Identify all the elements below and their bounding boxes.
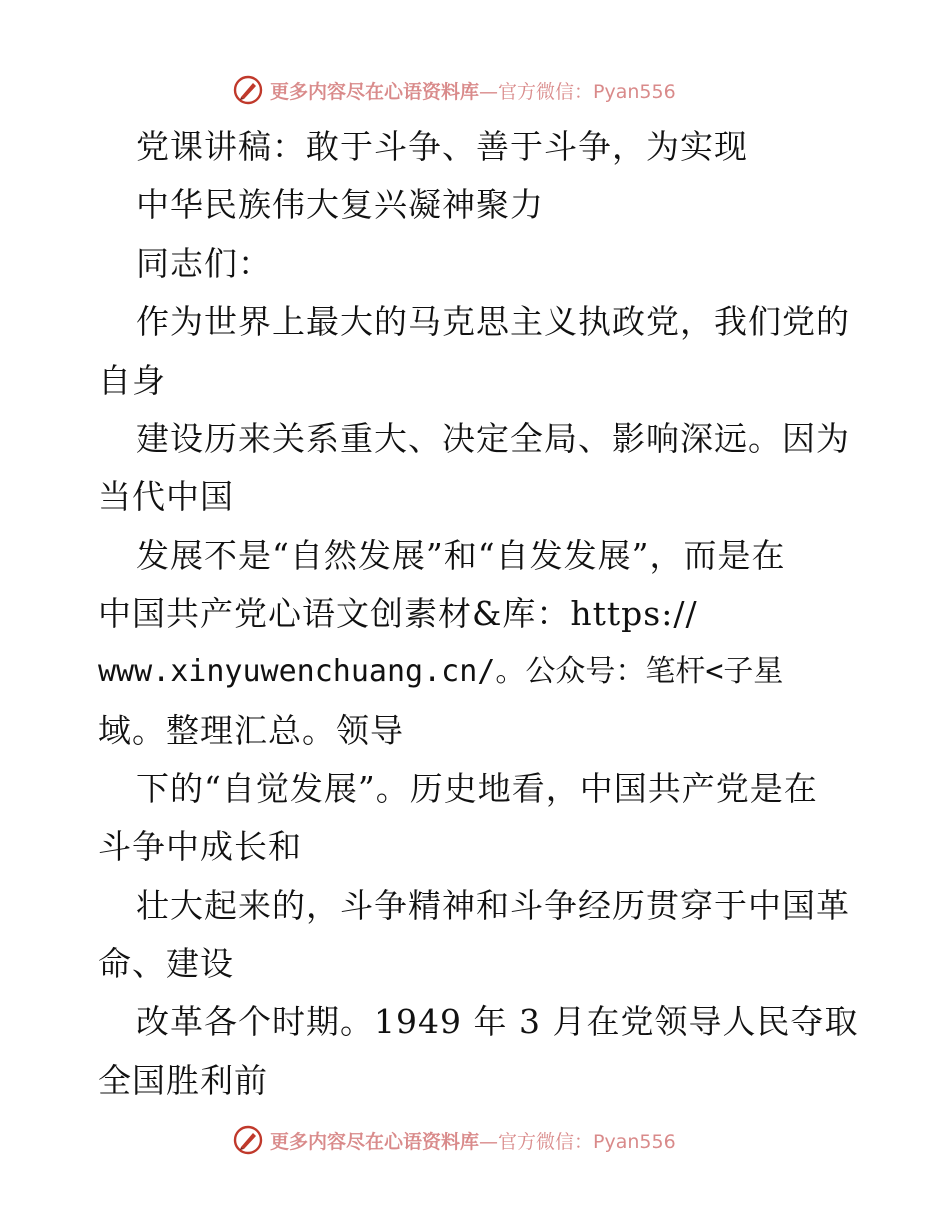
text-line: 下的“自觉发展”。历史地看，中国共产党是在 [136,769,818,808]
text-line: 改革各个时期。1949 年 3 月在党领导人民夺取 [136,1002,859,1041]
watermark-contact: —官方微信：Pyan556 [479,80,676,103]
text-line: 自身 [98,361,166,400]
text-line: 壮大起来的，斗争精神和斗争经历贯穿于中国革 [136,886,850,925]
title-line-1: 党课讲稿：敢于斗争、善于斗争，为实现 [136,127,748,166]
text-line: 发展不是“自然发展”和“自发发展”，而是在 [136,536,786,575]
text-line: 中国共产党心语文创素材&库：https:// [98,594,698,633]
text-line: 域。整理汇总。领导 [98,711,404,750]
title-line-2: 中华民族伟大复兴凝神聚力 [136,185,544,224]
pen-logo-icon [232,1124,264,1156]
watermark-contact: —官方微信：Pyan556 [479,1130,676,1153]
text-line: 当代中国 [98,477,234,516]
text-line: www.xinyuwenchuang.cn/。公众号：笔杆<子星 [98,654,784,689]
text-line: 斗争中成长和 [98,827,302,866]
text-line: 作为世界上最大的马克思主义执政党，我们党的 [136,302,850,341]
text-line: 建设历来关系重大、决定全局、影响深远。因为 [136,419,850,458]
watermark-brand: 更多内容尽在心语资料库 [270,80,480,103]
watermark-brand: 更多内容尽在心语资料库 [270,1130,480,1153]
footer-watermark [232,1123,676,1157]
salutation: 同志们： [136,244,272,283]
text-line: 命、建设 [98,944,234,983]
text-line: 全国胜利前 [98,1061,268,1100]
